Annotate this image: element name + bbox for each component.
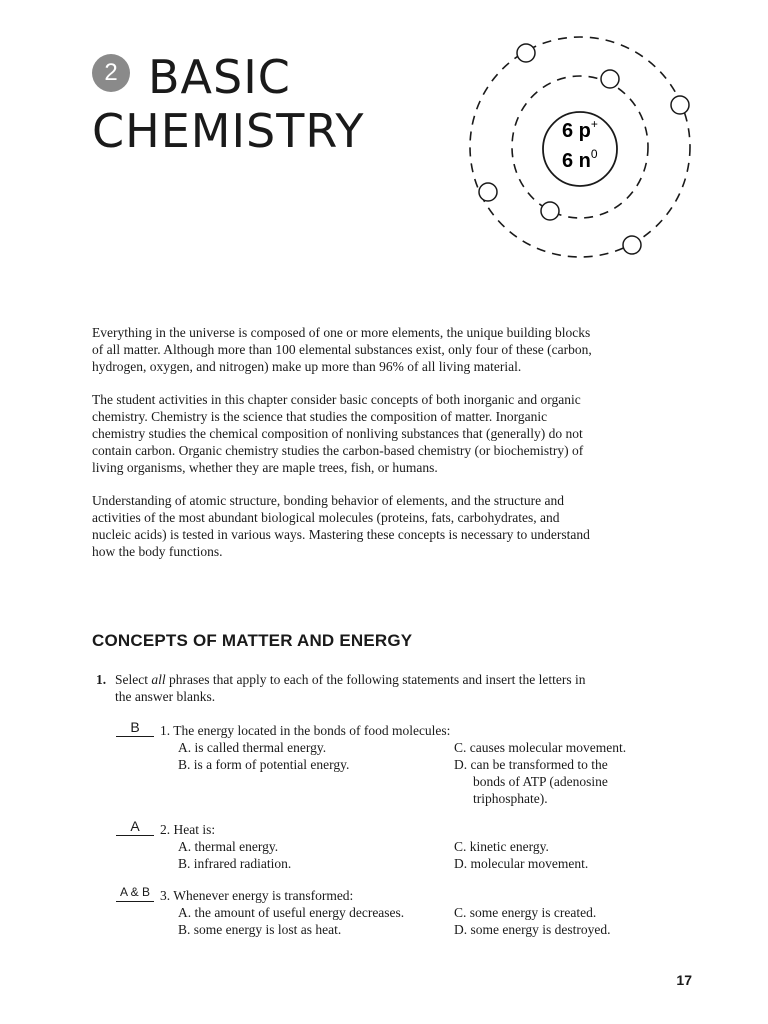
chapter-number-badge: 2: [92, 54, 130, 92]
page-number: 17: [676, 972, 692, 988]
neutrons-label: 6 $n^0$: [562, 147, 598, 172]
item-stem: 2. Heat is:: [160, 822, 216, 837]
electron: [671, 96, 689, 114]
option-c: C. kinetic energy.: [454, 839, 549, 854]
intro-paragraph: Understanding of atomic structure, bonding behavior of elements, and the structure and activities of the most abundant biological molecules (proteins, fats, carbohydrates, and nucleic acids) is tested in various ways. Mastering these concepts is necessary to understand how the body functions.: [92, 493, 590, 559]
option-d-continued: triphosphate).: [473, 791, 548, 806]
answer-blank[interactable]: A & B: [116, 883, 154, 902]
option-a: A. thermal energy.: [178, 839, 279, 854]
carbon-atom-diagram: [462, 28, 712, 278]
protons-label: 6 p+: [562, 117, 598, 142]
chapter-title-line-2: CHEMISTRY: [92, 104, 365, 158]
option-c: C. causes molecular movement.: [454, 740, 627, 755]
question-1: [92, 671, 592, 705]
option-b: B. some energy is lost as heat.: [178, 922, 342, 937]
electron: [623, 236, 641, 254]
chapter-title-line-1: BASIC: [148, 50, 291, 104]
option-a: A. is called thermal energy.: [178, 740, 327, 755]
section-heading: CONCEPTS OF MATTER AND ENERGY: [92, 631, 413, 650]
option-d: D. can be transformed to the: [454, 757, 608, 772]
option-d: D. molecular movement.: [454, 856, 589, 871]
intro-paragraph: Everything in the universe is composed of one or more elements, the unique building blocks of all matter. Although more than 100 elemental substances exist, only four of these (carbon, hydrogen, oxygen, and nitrogen) make up more than 96% of all living material.: [92, 325, 592, 374]
option-b: B. is a form of potential energy.: [178, 757, 350, 772]
option-c: C. some energy is created.: [454, 905, 597, 920]
question-instructions: Select all phrases that apply to each of the following statements and insert the letters in the answer blanks.: [115, 672, 586, 704]
option-b: B. infrared radiation.: [178, 856, 292, 871]
intro-paragraph: The student activities in this chapter consider basic concepts of both inorganic and organic chemistry. Chemistry is the science that studies the composition of matter. Inorganic chemistry studies the chemical composition of nonliving substances that (generally) do not contain carbon. Organic chemistry studies the carbon-based chemistry (or biochemistry) of living organisms, whether they are maple trees, fish, or humans.: [92, 392, 584, 475]
option-d: D. some energy is destroyed.: [454, 922, 611, 937]
electron: [601, 70, 619, 88]
electron: [541, 202, 559, 220]
option-a: A. the amount of useful energy decreases.: [178, 905, 405, 920]
electron: [517, 44, 535, 62]
question-number: 1.: [96, 672, 107, 687]
item-stem: 1. The energy located in the bonds of food molecules:: [160, 723, 451, 738]
emphasis-text: all: [151, 672, 166, 687]
answer-blank[interactable]: B: [116, 718, 154, 737]
intro-text: [92, 324, 592, 576]
electron: [479, 183, 497, 201]
item-stem: 3. Whenever energy is transformed:: [160, 888, 354, 903]
answer-blank[interactable]: A: [116, 817, 154, 836]
option-d-continued: bonds of ATP (adenosine: [473, 774, 608, 789]
